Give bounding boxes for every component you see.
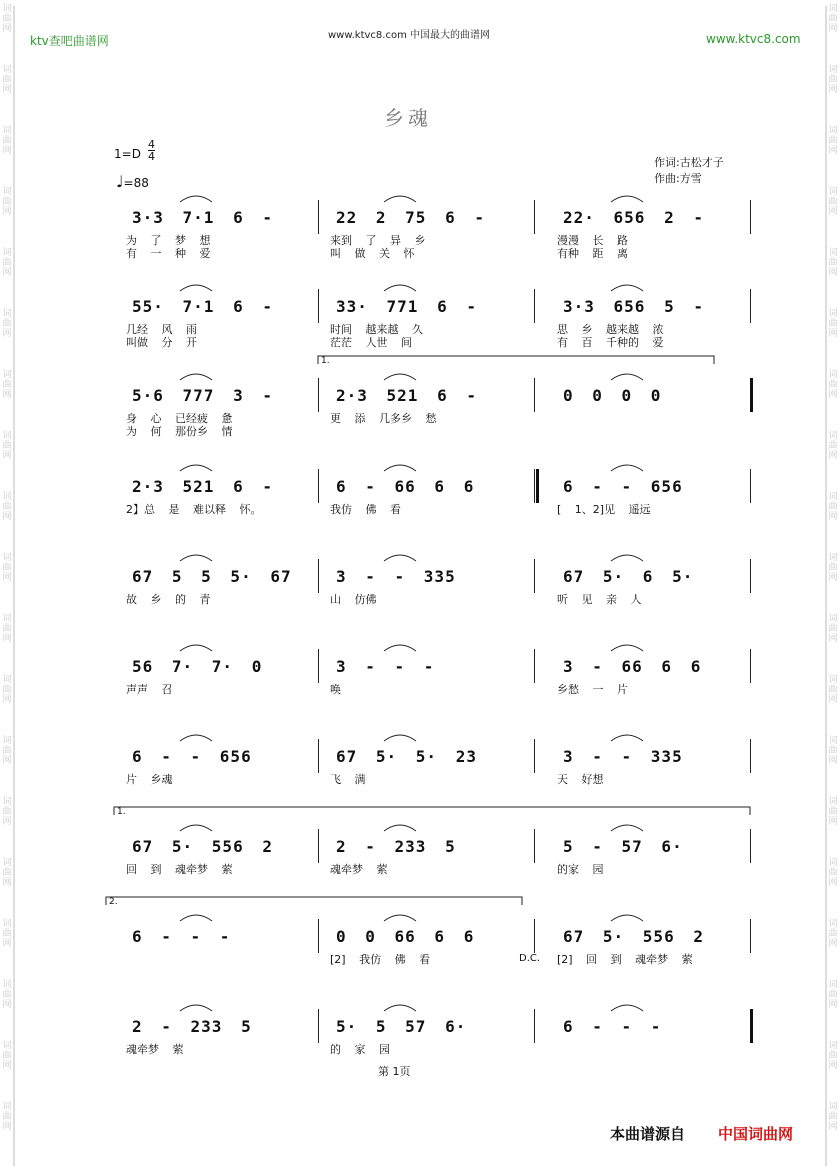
slur <box>384 915 416 921</box>
site-banner: www.ktvc8.com 中国最大的曲谱网 <box>328 30 491 41</box>
watermark-char: 曲 <box>2 319 12 329</box>
watermark-char: 曲 <box>828 258 838 268</box>
note-group: 3 - - 335 <box>336 567 456 586</box>
watermark-char: 曲 <box>828 441 838 451</box>
repeat-bar <box>536 469 539 503</box>
watermark-char: 曲 <box>2 14 12 24</box>
watermark-char: 曲 <box>2 136 12 146</box>
watermark-char: 曲 <box>828 14 838 24</box>
bar-line <box>534 919 535 953</box>
slur <box>384 1005 416 1011</box>
watermark-char: 网 <box>2 939 12 949</box>
lyricist: 作词:古松才子 <box>654 156 724 169</box>
note-group: 22· 656 2 - <box>563 208 704 227</box>
watermark-char: 词 <box>2 675 12 685</box>
watermark-char: 曲 <box>2 868 12 878</box>
slur <box>180 1005 212 1011</box>
slur <box>611 374 643 380</box>
volta-number: 2. <box>109 897 118 907</box>
bar-line <box>318 200 319 234</box>
watermark-char: 曲 <box>2 1051 12 1061</box>
watermark-char: 曲 <box>2 929 12 939</box>
lyric-line: 叫做 分 开 <box>126 336 197 349</box>
watermark-char: 词 <box>828 553 838 563</box>
bar-line <box>318 289 319 323</box>
bar-line <box>318 649 319 683</box>
bar-line <box>318 559 319 593</box>
watermark-char: 词 <box>2 1041 12 1051</box>
bar-line <box>318 1009 319 1043</box>
lyric-line: 飞 满 <box>330 773 366 786</box>
watermark-char: 曲 <box>2 990 12 1000</box>
watermark-char: 网 <box>828 390 838 400</box>
watermark-char: 网 <box>828 512 838 522</box>
watermark-char: 网 <box>828 878 838 888</box>
watermark-char: 网 <box>828 817 838 827</box>
watermark-char: 网 <box>828 207 838 217</box>
watermark-char: 曲 <box>2 685 12 695</box>
bar-line <box>534 559 535 593</box>
watermark-char: 网 <box>2 329 12 339</box>
watermark-char: 网 <box>2 573 12 583</box>
slur <box>384 735 416 741</box>
page-number: 第 1页 <box>378 1065 411 1078</box>
bar-line <box>318 469 319 503</box>
composer: 作曲:方雪 <box>654 172 702 185</box>
lyric-line: 叫 做 关 怀 <box>330 247 415 260</box>
note-group: 56 7· 7· 0 <box>132 657 263 676</box>
bar-line <box>534 739 535 773</box>
slur <box>384 555 416 561</box>
lyric-line: 声声 召 <box>126 683 173 696</box>
lyric-line: [2] 回 到 魂牵梦 萦 <box>557 953 693 966</box>
bar-line <box>750 289 751 323</box>
watermark-char: 网 <box>828 146 838 156</box>
watermark-char: 曲 <box>2 807 12 817</box>
watermark-char: 词 <box>2 797 12 807</box>
slur <box>611 915 643 921</box>
bar-line <box>534 1009 535 1043</box>
watermark-char: 词 <box>828 431 838 441</box>
watermark-char: 曲 <box>2 441 12 451</box>
note-group: 67 5· 556 2 <box>563 927 704 946</box>
lyric-line: 茫茫 人世 间 <box>330 336 412 349</box>
meter-top: 4 <box>148 138 155 151</box>
slur <box>384 374 416 380</box>
watermark-char: 网 <box>828 1122 838 1132</box>
slur <box>611 465 643 471</box>
volta-number: 1. <box>321 356 330 366</box>
watermark-char: 词 <box>828 919 838 929</box>
watermark-char: 曲 <box>828 868 838 878</box>
slur <box>180 645 212 651</box>
note-group: 2·3 521 6 - <box>336 386 477 405</box>
note-group: 6 - - - <box>563 1017 662 1036</box>
watermark-char: 网 <box>2 207 12 217</box>
bar-line <box>534 469 535 503</box>
watermark-char: 网 <box>2 878 12 888</box>
song-title: 乡魂 <box>384 106 432 130</box>
slur <box>611 1005 643 1011</box>
note-group: 67 5· 6 5· <box>563 567 694 586</box>
slur <box>611 825 643 831</box>
slur <box>384 285 416 291</box>
watermark-char: 词 <box>2 980 12 990</box>
slur <box>180 196 212 202</box>
slur <box>180 555 212 561</box>
lyric-line: 身 心 已经疲 惫 <box>126 412 233 425</box>
lyric-line: 听 见 亲 人 <box>557 593 642 606</box>
watermark-char: 词 <box>828 492 838 502</box>
watermark-char: 词 <box>2 187 12 197</box>
meter-bottom: 4 <box>148 150 155 163</box>
slur <box>180 735 212 741</box>
watermark-char: 词 <box>2 1102 12 1112</box>
site-name-left[interactable]: ktv查吧曲谱网 <box>30 34 109 48</box>
watermark-char: 词 <box>828 797 838 807</box>
watermark-char: 曲 <box>828 502 838 512</box>
note-group: 55· 7·1 6 - <box>132 297 273 316</box>
watermark-char: 词 <box>828 4 838 14</box>
watermark-char: 网 <box>2 1061 12 1071</box>
watermark-char: 词 <box>828 65 838 75</box>
note-group: 67 5 5 5· 67 <box>132 567 292 586</box>
lyric-line: 有 一 种 爱 <box>126 247 211 260</box>
lyric-line: 为 何 那份乡 情 <box>126 425 233 438</box>
slur <box>611 196 643 202</box>
watermark-char: 曲 <box>828 1112 838 1122</box>
note-group: 5·6 777 3 - <box>132 386 273 405</box>
bar-line <box>750 739 751 773</box>
slur <box>180 825 212 831</box>
watermark-char: 网 <box>828 268 838 278</box>
watermark-char: 曲 <box>828 563 838 573</box>
source-link[interactable]: 中国词曲网 <box>718 1125 794 1143</box>
lyric-line: 故 乡 的 青 <box>126 593 211 606</box>
note-group: 33· 771 6 - <box>336 297 477 316</box>
quarter-note-icon: ♩ <box>116 172 124 191</box>
watermark-char: 词 <box>828 309 838 319</box>
watermark-char: 网 <box>828 1000 838 1010</box>
watermark-char: 词 <box>828 858 838 868</box>
lyric-line: 有 百 千种的 爱 <box>557 336 664 349</box>
watermark-char: 词 <box>2 858 12 868</box>
watermark-char: 词 <box>2 309 12 319</box>
note-group: 2·3 521 6 - <box>132 477 273 496</box>
lyric-line: 几经 风 雨 <box>126 323 197 336</box>
bar-line <box>318 378 319 412</box>
watermark-char: 曲 <box>828 1051 838 1061</box>
watermark-char: 词 <box>828 187 838 197</box>
note-group: 67 5· 556 2 <box>132 837 273 856</box>
watermark-char: 网 <box>828 573 838 583</box>
note-group: 5 - 57 6· <box>563 837 683 856</box>
watermark-char: 曲 <box>828 990 838 1000</box>
lyric-line: 为 了 梦 想 <box>126 234 211 247</box>
bar-line <box>750 919 751 953</box>
bar-line <box>750 200 751 234</box>
watermark-char: 曲 <box>828 746 838 756</box>
watermark-char: 曲 <box>828 75 838 85</box>
lyric-line: 片 乡魂 <box>126 773 173 786</box>
bar-line <box>534 378 535 412</box>
watermark-char: 曲 <box>2 746 12 756</box>
watermark-char: 词 <box>2 4 12 14</box>
lyric-line: 思 乡 越来越 浓 <box>557 323 664 336</box>
watermark-char: 网 <box>2 756 12 766</box>
watermark-char: 网 <box>828 634 838 644</box>
note-group: 3 - - - <box>336 657 435 676</box>
bar-line <box>750 378 753 412</box>
watermark-char: 网 <box>2 85 12 95</box>
watermark-char: 词 <box>828 980 838 990</box>
volta-bracket <box>114 807 750 815</box>
watermark-char: 曲 <box>2 502 12 512</box>
watermark-char: 网 <box>2 695 12 705</box>
watermark-char: 曲 <box>828 319 838 329</box>
note-group: 6 - - 656 <box>132 747 252 766</box>
bar-line <box>750 469 751 503</box>
bar-line <box>750 829 751 863</box>
watermark-char: 曲 <box>2 75 12 85</box>
bar-line <box>318 739 319 773</box>
lyric-line: 魂牵梦 萦 <box>330 863 388 876</box>
note-group: 2 - 233 5 <box>336 837 456 856</box>
key-signature: 1=D <box>114 147 141 161</box>
note-group: 3·3 656 5 - <box>563 297 704 316</box>
note-group: 2 - 233 5 <box>132 1017 252 1036</box>
lyric-line: [2] 我仿 佛 看 <box>330 953 431 966</box>
watermark-char: 网 <box>2 268 12 278</box>
bar-line <box>534 289 535 323</box>
slur <box>180 915 212 921</box>
watermark-char: 网 <box>828 24 838 34</box>
watermark-char: 词 <box>2 248 12 258</box>
bar-line <box>534 829 535 863</box>
bar-line <box>750 649 751 683</box>
watermark-char: 词 <box>2 736 12 746</box>
lyric-line: 2】总 是 难以释 怀。 <box>126 503 262 516</box>
watermark-char: 词 <box>828 1102 838 1112</box>
slur <box>384 196 416 202</box>
watermark-char: 网 <box>2 817 12 827</box>
watermark-char: 曲 <box>828 380 838 390</box>
watermark-char: 网 <box>2 634 12 644</box>
watermark-char: 词 <box>828 1041 838 1051</box>
note-group: 3 - - 335 <box>563 747 683 766</box>
watermark-char: 曲 <box>828 807 838 817</box>
watermark-char: 词 <box>828 248 838 258</box>
watermark-char: 曲 <box>2 1112 12 1122</box>
slur <box>180 374 212 380</box>
watermark-char: 词 <box>828 370 838 380</box>
watermark-char: 曲 <box>2 258 12 268</box>
watermark-char: 词 <box>828 675 838 685</box>
watermark-char: 曲 <box>2 380 12 390</box>
note-group: 6 - - 656 <box>563 477 683 496</box>
note-group: 5· 5 57 6· <box>336 1017 467 1036</box>
note-group: 3 - 66 6 6 <box>563 657 702 676</box>
watermark-char: 网 <box>828 1061 838 1071</box>
watermark-char: 网 <box>2 1122 12 1132</box>
watermark-char: 曲 <box>2 563 12 573</box>
bar-line <box>318 919 319 953</box>
site-url-right[interactable]: www.ktvc8.com <box>706 32 801 46</box>
lyric-line: 时间 越来越 久 <box>330 323 423 336</box>
slur <box>611 285 643 291</box>
watermark-char: 网 <box>828 695 838 705</box>
lyric-line: 有种 距 离 <box>557 247 628 260</box>
watermark-char: 网 <box>828 329 838 339</box>
lyric-line: 漫漫 长 路 <box>557 234 628 247</box>
watermark-char: 曲 <box>828 197 838 207</box>
watermark-char: 曲 <box>828 685 838 695</box>
watermark-char: 词 <box>2 614 12 624</box>
slur <box>611 645 643 651</box>
watermark-char: 网 <box>2 146 12 156</box>
volta-bracket <box>106 897 522 905</box>
volta-bracket <box>318 356 714 364</box>
watermark-char: 网 <box>2 24 12 34</box>
slur <box>180 285 212 291</box>
bar-line <box>750 559 751 593</box>
watermark-char: 网 <box>2 512 12 522</box>
note-group: 6 - - - <box>132 927 231 946</box>
volta-number: 1. <box>117 807 126 817</box>
bar-line <box>318 829 319 863</box>
bar-line <box>534 649 535 683</box>
lyric-line: 山 仿佛 <box>330 593 377 606</box>
watermark-char: 词 <box>2 370 12 380</box>
note-group: 0 0 0 0 <box>563 386 662 405</box>
bar-line <box>750 1009 753 1043</box>
lyric-line: 我仿 佛 看 <box>330 503 401 516</box>
lyric-line: 回 到 魂牵梦 萦 <box>126 863 233 876</box>
watermark-char: 网 <box>828 451 838 461</box>
watermark-char: 曲 <box>828 136 838 146</box>
watermark-char: 词 <box>2 553 12 563</box>
lyric-line: 唤 <box>330 683 341 696</box>
tempo-value: =88 <box>123 176 149 190</box>
note-group: 3·3 7·1 6 - <box>132 208 273 227</box>
watermark-char: 词 <box>2 65 12 75</box>
watermark-char: 曲 <box>2 197 12 207</box>
lyric-line: 更 添 几多乡 愁 <box>330 412 437 425</box>
lyric-line: 的家 园 <box>557 863 604 876</box>
slur <box>384 825 416 831</box>
lyric-line: 魂牵梦 萦 <box>126 1043 184 1056</box>
watermark-char: 网 <box>2 390 12 400</box>
lyric-line: 天 好想 <box>557 773 604 786</box>
lyric-line: 来到 了 异 乡 <box>330 234 426 247</box>
slur <box>180 465 212 471</box>
lyric-line: 乡愁 一 片 <box>557 683 628 696</box>
watermark-char: 网 <box>2 451 12 461</box>
note-group: 22 2 75 6 - <box>336 208 485 227</box>
note-group: 0 0 66 6 6 <box>336 927 475 946</box>
lyric-line: 的 家 园 <box>330 1043 390 1056</box>
watermark-char: 词 <box>828 614 838 624</box>
slur <box>611 735 643 741</box>
da-capo-mark: D.C. <box>519 953 541 964</box>
watermark-char: 网 <box>828 939 838 949</box>
lyric-line: [ 1、2]见 遥远 <box>557 503 651 516</box>
watermark-char: 网 <box>828 756 838 766</box>
watermark-char: 词 <box>2 126 12 136</box>
watermark-char: 词 <box>828 736 838 746</box>
slur <box>384 465 416 471</box>
watermark-char: 词 <box>828 126 838 136</box>
bar-line <box>534 200 535 234</box>
slur <box>384 645 416 651</box>
note-group: 6 - 66 6 6 <box>336 477 475 496</box>
watermark-char: 词 <box>2 431 12 441</box>
note-group: 67 5· 5· 23 <box>336 747 477 766</box>
watermark-char: 曲 <box>2 624 12 634</box>
watermark-char: 网 <box>2 1000 12 1010</box>
watermark-char: 词 <box>2 919 12 929</box>
watermark-char: 网 <box>828 85 838 95</box>
watermark-char: 曲 <box>828 929 838 939</box>
slur <box>611 555 643 561</box>
watermark-char: 曲 <box>828 624 838 634</box>
watermark-char: 词 <box>2 492 12 502</box>
source-label: 本曲谱源自 <box>610 1125 686 1143</box>
